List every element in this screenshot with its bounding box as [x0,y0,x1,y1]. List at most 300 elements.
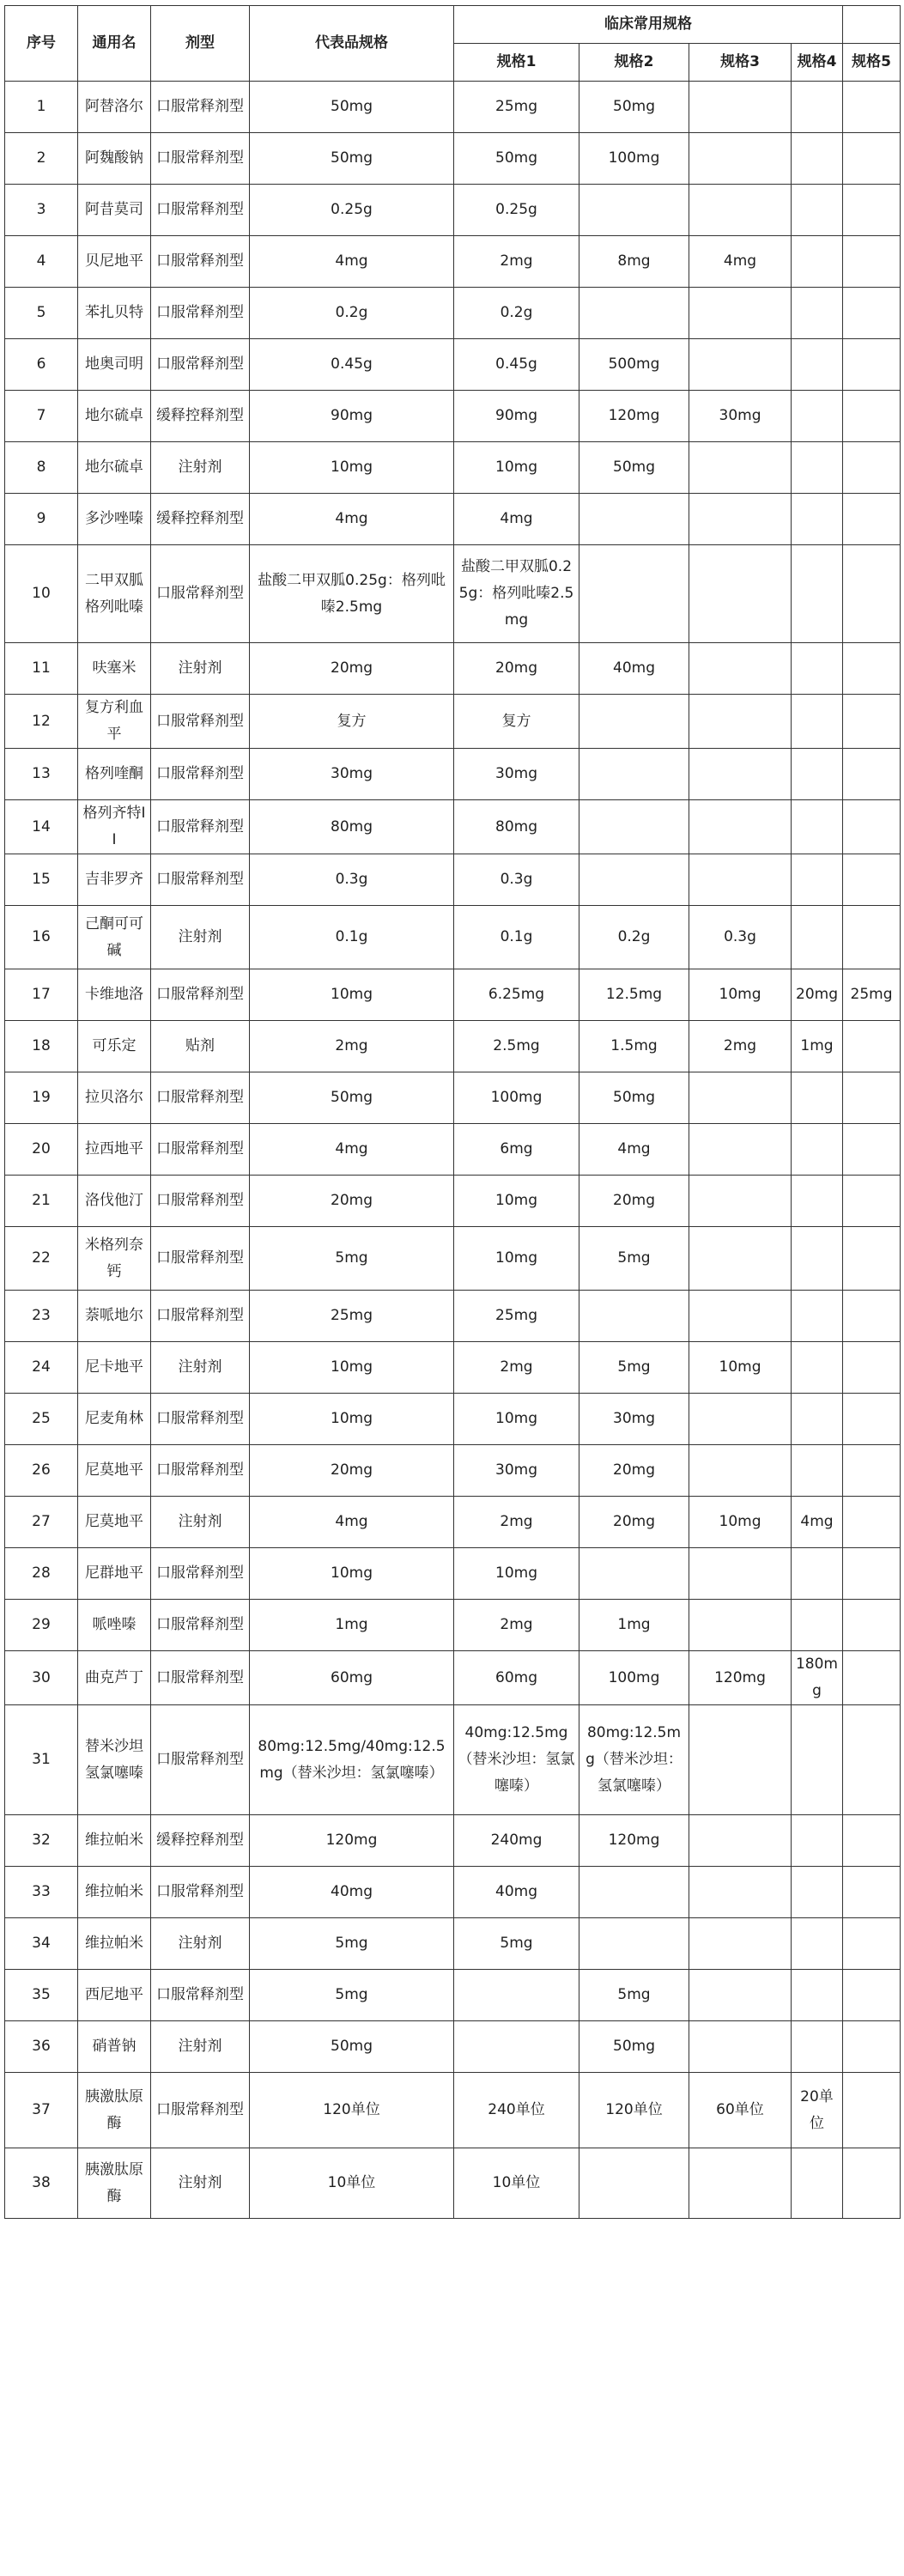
cell-s4 [792,391,843,442]
cell-no: 17 [5,969,78,1021]
cell-s1: 2mg [454,236,579,288]
table-row [5,391,901,442]
cell-s1 [454,2021,579,2073]
cell-s4 [792,1072,843,1124]
cell-s1: 10mg [454,1176,579,1227]
cell-s1: 6mg [454,1124,579,1176]
table-row [5,2073,901,2148]
cell-rep: 120mg [250,1815,454,1867]
cell-s3: 4mg [689,236,792,288]
cell-s4 [792,1445,843,1497]
cell-s4 [792,185,843,236]
cell-s5 [843,1970,901,2021]
cell-no: 19 [5,1072,78,1124]
cell-s3 [689,1918,792,1970]
cell-name: 己酮可可碱 [78,906,151,969]
cell-s1: 复方 [454,695,579,749]
cell-no: 32 [5,1815,78,1867]
cell-form: 口服常释剂型 [151,1227,250,1291]
cell-s2: 80mg:12.5mg（替米沙坦：氢氯噻嗪） [579,1705,689,1815]
cell-no: 13 [5,749,78,800]
cell-s2: 20mg [579,1176,689,1227]
cell-s3 [689,1815,792,1867]
cell-no: 34 [5,1918,78,1970]
cell-rep: 4mg [250,494,454,545]
cell-name: 拉贝洛尔 [78,1072,151,1124]
drug-spec-table [4,5,901,2219]
cell-name: 地尔硫卓 [78,442,151,494]
cell-s4 [792,82,843,133]
cell-no: 8 [5,442,78,494]
cell-rep: 80mg [250,800,454,854]
cell-s3: 60单位 [689,2073,792,2148]
cell-form: 口服常释剂型 [151,969,250,1021]
cell-s3 [689,2021,792,2073]
table-row [5,1705,901,1815]
cell-rep: 4mg [250,1497,454,1548]
cell-form: 口服常释剂型 [151,1176,250,1227]
cell-s2: 0.2g [579,906,689,969]
cell-s1: 10mg [454,442,579,494]
cell-s1: 25mg [454,82,579,133]
cell-s4 [792,1124,843,1176]
cell-s1: 100mg [454,1072,579,1124]
cell-s4 [792,1548,843,1600]
cell-rep: 50mg [250,133,454,185]
cell-s3 [689,288,792,339]
cell-s1: 2.5mg [454,1021,579,1072]
cell-s5 [843,695,901,749]
cell-no: 3 [5,185,78,236]
cell-s2: 20mg [579,1497,689,1548]
cell-name: 贝尼地平 [78,236,151,288]
cell-no: 38 [5,2148,78,2219]
cell-rep: 60mg [250,1651,454,1705]
cell-s4 [792,236,843,288]
cell-rep: 10mg [250,1394,454,1445]
cell-no: 9 [5,494,78,545]
cell-s3 [689,1445,792,1497]
cell-s1 [454,1970,579,2021]
cell-no: 35 [5,1970,78,2021]
cell-s5 [843,82,901,133]
cell-s2 [579,288,689,339]
cell-s4 [792,1227,843,1291]
cell-form: 口服常释剂型 [151,749,250,800]
cell-s2: 20mg [579,1445,689,1497]
cell-no: 18 [5,1021,78,1072]
cell-s5 [843,1021,901,1072]
cell-s3 [689,1176,792,1227]
cell-no: 31 [5,1705,78,1815]
cell-s3 [689,1600,792,1651]
cell-s1: 30mg [454,749,579,800]
table-row [5,2148,901,2219]
cell-name: 尼群地平 [78,1548,151,1600]
table-row [5,1394,901,1445]
cell-s5 [843,1705,901,1815]
cell-form: 口服常释剂型 [151,1600,250,1651]
cell-name: 胰激肽原酶 [78,2073,151,2148]
cell-name: 可乐定 [78,1021,151,1072]
cell-s5 [843,800,901,854]
cell-s5 [843,1342,901,1394]
cell-s5 [843,185,901,236]
cell-s3 [689,1394,792,1445]
cell-s2: 40mg [579,643,689,695]
cell-name: 尼麦角林 [78,1394,151,1445]
cell-s2 [579,854,689,906]
cell-s3 [689,185,792,236]
cell-rep: 20mg [250,1445,454,1497]
cell-form: 口服常释剂型 [151,1705,250,1815]
cell-name: 洛伐他汀 [78,1176,151,1227]
cell-s1: 50mg [454,133,579,185]
table-row [5,906,901,969]
cell-rep: 0.1g [250,906,454,969]
cell-rep: 25mg [250,1291,454,1342]
table-row [5,1970,901,2021]
cell-name: 复方利血平 [78,695,151,749]
cell-rep: 4mg [250,1124,454,1176]
cell-rep: 0.2g [250,288,454,339]
cell-s5 [843,906,901,969]
header-spec-5: 规格5 [843,44,901,82]
cell-rep: 盐酸二甲双胍0.25g：格列吡嗪2.5mg [250,545,454,643]
cell-s4 [792,1176,843,1227]
cell-s5 [843,1918,901,1970]
cell-s4 [792,749,843,800]
table-row [5,1815,901,1867]
cell-form: 注射剂 [151,1497,250,1548]
table-row [5,1497,901,1548]
table-row [5,82,901,133]
cell-rep: 50mg [250,1072,454,1124]
cell-name: 多沙唑嗪 [78,494,151,545]
cell-s5 [843,1600,901,1651]
cell-s5 [843,1651,901,1705]
cell-rep: 90mg [250,391,454,442]
cell-name: 阿昔莫司 [78,185,151,236]
cell-name: 阿替洛尔 [78,82,151,133]
cell-s3: 10mg [689,1342,792,1394]
cell-name: 吉非罗齐 [78,854,151,906]
cell-s4 [792,906,843,969]
cell-name: 萘哌地尔 [78,1291,151,1342]
cell-no: 10 [5,545,78,643]
cell-s1: 4mg [454,494,579,545]
cell-s3: 2mg [689,1021,792,1072]
cell-s5 [843,749,901,800]
cell-name: 尼莫地平 [78,1497,151,1548]
cell-s2: 8mg [579,236,689,288]
cell-s1: 2mg [454,1600,579,1651]
cell-name: 米格列奈钙 [78,1227,151,1291]
cell-s2: 120单位 [579,2073,689,2148]
table-row [5,2021,901,2073]
cell-s3 [689,1291,792,1342]
cell-s4: 1mg [792,1021,843,1072]
table-row [5,800,901,854]
cell-s4 [792,133,843,185]
cell-s2 [579,1867,689,1918]
cell-s5 [843,1176,901,1227]
cell-rep: 2mg [250,1021,454,1072]
cell-rep: 50mg [250,82,454,133]
cell-no: 24 [5,1342,78,1394]
cell-s4 [792,494,843,545]
cell-s1: 40mg:12.5mg（替米沙坦：氢氯噻嗪） [454,1705,579,1815]
cell-s1: 25mg [454,1291,579,1342]
cell-s4 [792,1815,843,1867]
cell-rep: 复方 [250,695,454,749]
cell-form: 口服常释剂型 [151,1124,250,1176]
cell-s2: 50mg [579,1072,689,1124]
cell-s3: 30mg [689,391,792,442]
cell-s1: 240mg [454,1815,579,1867]
cell-s5 [843,2073,901,2148]
table-row [5,1342,901,1394]
cell-form: 注射剂 [151,1918,250,1970]
cell-s1: 0.3g [454,854,579,906]
cell-rep: 10单位 [250,2148,454,2219]
cell-s1: 6.25mg [454,969,579,1021]
cell-s3 [689,82,792,133]
cell-name: 哌唑嗪 [78,1600,151,1651]
cell-rep: 5mg [250,1227,454,1291]
cell-s2 [579,695,689,749]
cell-s3 [689,1867,792,1918]
cell-form: 注射剂 [151,906,250,969]
cell-s5 [843,2021,901,2073]
cell-rep: 30mg [250,749,454,800]
cell-rep: 20mg [250,643,454,695]
cell-form: 口服常释剂型 [151,1548,250,1600]
cell-no: 12 [5,695,78,749]
cell-s3 [689,854,792,906]
cell-s5 [843,133,901,185]
cell-s2: 5mg [579,1227,689,1291]
cell-s2: 50mg [579,2021,689,2073]
table-row [5,854,901,906]
cell-s4: 4mg [792,1497,843,1548]
header-spec-4: 规格4 [792,44,843,82]
cell-s1: 20mg [454,643,579,695]
table-row [5,236,901,288]
cell-rep: 4mg [250,236,454,288]
cell-form: 口服常释剂型 [151,1867,250,1918]
cell-rep: 10mg [250,1548,454,1600]
cell-s3 [689,494,792,545]
cell-no: 5 [5,288,78,339]
cell-s2: 5mg [579,1342,689,1394]
header-clinical: 临床常用规格 [454,6,843,44]
cell-s5 [843,1445,901,1497]
table-row [5,1291,901,1342]
cell-s4: 180mg [792,1651,843,1705]
cell-s1: 90mg [454,391,579,442]
cell-no: 28 [5,1548,78,1600]
cell-s2 [579,749,689,800]
cell-s5 [843,1548,901,1600]
table-row [5,1867,901,1918]
cell-s4 [792,643,843,695]
cell-name: 尼莫地平 [78,1445,151,1497]
cell-s2: 12.5mg [579,969,689,1021]
cell-s5 [843,1867,901,1918]
table-row [5,1600,901,1651]
cell-form: 口服常释剂型 [151,545,250,643]
cell-rep: 0.45g [250,339,454,391]
cell-s1: 0.45g [454,339,579,391]
cell-s2: 1mg [579,1600,689,1651]
cell-s1: 5mg [454,1918,579,1970]
cell-s2 [579,800,689,854]
cell-s3 [689,643,792,695]
cell-form: 口服常释剂型 [151,339,250,391]
cell-s5 [843,339,901,391]
cell-no: 36 [5,2021,78,2073]
cell-s2 [579,2148,689,2219]
table-row [5,969,901,1021]
header-form: 剂型 [151,6,250,82]
cell-s2: 50mg [579,82,689,133]
cell-s5 [843,1291,901,1342]
cell-name: 阿魏酸钠 [78,133,151,185]
cell-s2 [579,1918,689,1970]
cell-name: 维拉帕米 [78,1815,151,1867]
cell-no: 1 [5,82,78,133]
cell-form: 口服常释剂型 [151,695,250,749]
cell-s1: 10单位 [454,2148,579,2219]
cell-s1: 盐酸二甲双胍0.25g：格列吡嗪2.5mg [454,545,579,643]
table-row [5,1227,901,1291]
cell-s1: 2mg [454,1497,579,1548]
cell-s4 [792,1600,843,1651]
table-row [5,1651,901,1705]
cell-form: 缓释控释剂型 [151,391,250,442]
table-row [5,442,901,494]
cell-s1: 240单位 [454,2073,579,2148]
cell-name: 硝普钠 [78,2021,151,2073]
cell-no: 15 [5,854,78,906]
table-row [5,1072,901,1124]
cell-form: 注射剂 [151,643,250,695]
cell-no: 6 [5,339,78,391]
cell-rep: 40mg [250,1867,454,1918]
cell-form: 口服常释剂型 [151,82,250,133]
cell-s5: 25mg [843,969,901,1021]
cell-s2: 100mg [579,133,689,185]
cell-no: 27 [5,1497,78,1548]
cell-form: 口服常释剂型 [151,185,250,236]
cell-s1: 0.25g [454,185,579,236]
cell-name: 呋塞米 [78,643,151,695]
cell-s3: 10mg [689,969,792,1021]
cell-s2: 100mg [579,1651,689,1705]
cell-no: 21 [5,1176,78,1227]
table-row [5,288,901,339]
cell-name: 胰激肽原酶 [78,2148,151,2219]
table-row [5,1445,901,1497]
table-row [5,643,901,695]
cell-s1: 0.2g [454,288,579,339]
cell-form: 缓释控释剂型 [151,1815,250,1867]
table-row [5,1124,901,1176]
cell-form: 注射剂 [151,2148,250,2219]
cell-name: 格列喹酮 [78,749,151,800]
cell-s4 [792,288,843,339]
cell-no: 20 [5,1124,78,1176]
cell-s1: 40mg [454,1867,579,1918]
cell-name: 苯扎贝特 [78,288,151,339]
table-row [5,749,901,800]
cell-form: 口服常释剂型 [151,1651,250,1705]
cell-no: 7 [5,391,78,442]
cell-s3: 10mg [689,1497,792,1548]
table-row [5,1548,901,1600]
cell-s1: 10mg [454,1548,579,1600]
cell-s2: 30mg [579,1394,689,1445]
table-row [5,1918,901,1970]
cell-no: 26 [5,1445,78,1497]
cell-s5 [843,1227,901,1291]
cell-name: 尼卡地平 [78,1342,151,1394]
header-spec-2: 规格2 [579,44,689,82]
cell-s4 [792,1291,843,1342]
cell-s2 [579,494,689,545]
cell-form: 注射剂 [151,442,250,494]
cell-s3 [689,2148,792,2219]
table-row [5,695,901,749]
header-no: 序号 [5,6,78,82]
cell-s2: 5mg [579,1970,689,2021]
cell-rep: 1mg [250,1600,454,1651]
cell-s1: 10mg [454,1394,579,1445]
cell-s2 [579,545,689,643]
cell-s3 [689,545,792,643]
cell-rep: 120单位 [250,2073,454,2148]
cell-form: 口服常释剂型 [151,1445,250,1497]
cell-form: 口服常释剂型 [151,1291,250,1342]
cell-s1: 10mg [454,1227,579,1291]
cell-s4 [792,1705,843,1815]
cell-s4 [792,339,843,391]
cell-s4 [792,800,843,854]
cell-s3 [689,442,792,494]
cell-s2: 120mg [579,1815,689,1867]
cell-s1: 60mg [454,1651,579,1705]
cell-s3 [689,800,792,854]
cell-s2 [579,1291,689,1342]
cell-rep: 5mg [250,1970,454,2021]
cell-name: 维拉帕米 [78,1867,151,1918]
cell-s2: 50mg [579,442,689,494]
table-row [5,1176,901,1227]
cell-name: 维拉帕米 [78,1918,151,1970]
cell-s3 [689,339,792,391]
cell-s1: 2mg [454,1342,579,1394]
cell-s2 [579,185,689,236]
cell-s3 [689,1970,792,2021]
cell-rep: 80mg:12.5mg/40mg:12.5mg（替米沙坦：氢氯噻嗪） [250,1705,454,1815]
cell-rep: 10mg [250,442,454,494]
cell-name: 格列齐特II [78,800,151,854]
cell-s3 [689,749,792,800]
cell-form: 口服常释剂型 [151,1072,250,1124]
cell-form: 缓释控释剂型 [151,494,250,545]
cell-s1: 80mg [454,800,579,854]
